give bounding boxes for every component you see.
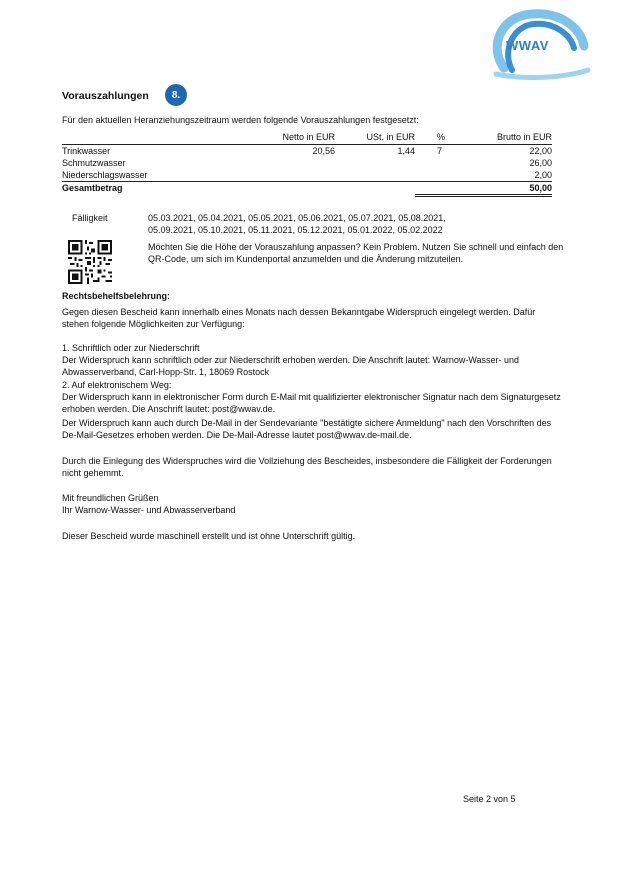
prepayment-table [62, 131, 552, 197]
qr-hint-text: Möchten Sie die Höhe der Vorauszahlung anpassen? Kein Problem. Nutzen Sie schnell und einfach den QR-Code, um sich im Kundenportal anzumelden und die Änderung mitzuteilen. [148, 242, 564, 264]
header-brutto: Brutto in EUR [487, 131, 552, 145]
machine-note: Dieser Bescheid wurde maschinell erstellt und ist ohne Unterschrift gültig. [62, 531, 356, 541]
intro-text: Für den aktuellen Heranziehungszeitraum werden folgende Vorauszahlungen festgesetzt: [62, 115, 419, 125]
row-label: Schmutzwasser [62, 157, 126, 168]
table-header-row [62, 131, 552, 145]
header-netto: Netto in EUR [247, 131, 335, 145]
table-row [62, 157, 552, 169]
header-ust: USt. in EUR [335, 131, 415, 145]
page-number: Seite 2 von 5 [463, 794, 516, 804]
option-2-title: 2. Auf elektronischem Weg: [62, 380, 172, 390]
row-label: Trinkwasser [62, 145, 111, 156]
qr-code-icon[interactable] [68, 240, 112, 284]
row-brutto: 22,00 [529, 145, 552, 156]
closing-greeting: Mit freundlichen Grüßen [62, 493, 159, 503]
row-netto: 20,56 [312, 145, 335, 156]
section-title: Vorauszahlungen [62, 90, 149, 102]
table-row [62, 145, 552, 158]
option-2-text-2: Der Widerspruch kann auch durch De-Mail in der Sendevariante "bestätigte sichere Anmeldung" nach den Vorschriften des De-Mail-Gesetzes erhoben werden. Die De-Mail-Adresse lautet post@wwav.de-mail.de. [62, 418, 552, 440]
total-value: 50,00 [487, 182, 552, 196]
legal-paragraph-1: Gegen diesen Bescheid kann innerhalb eines Monats nach dessen Bekanntgabe Widerspruch eingelegt werden. Dafür stehen folgende Möglichkeiten zur Verfügung: [62, 307, 536, 329]
due-dates-line2: 05.09.2021, 05.10.2021, 05.11.2021, 05.12.2021, 05.01.2022, 05.02.2022 [148, 225, 443, 235]
option-1-text: Der Widerspruch kann schriftlich oder zur Niederschrift erhoben werden. Die Anschrift lautet: Warnow-Wasser- und Abwasserverband, Carl-Hopp-Str. 1, 18069 Rostock [62, 355, 520, 377]
header-label [62, 131, 247, 145]
header-pct: % [415, 131, 487, 145]
legal-title: Rechtsbehelfsbelehrung: [62, 291, 171, 301]
section-number-badge: 8. [165, 84, 187, 106]
row-brutto: 26,00 [529, 157, 552, 168]
total-label: Gesamtbetrag [62, 183, 123, 194]
row-brutto: 2,00 [487, 169, 552, 182]
row-pct [415, 157, 487, 169]
table-row [62, 169, 552, 182]
row-ust [335, 157, 415, 169]
row-pct: 7 [437, 145, 443, 156]
logo-text: WWAV [506, 38, 549, 53]
row-ust: 1,44 [397, 145, 415, 156]
row-netto [247, 157, 335, 169]
due-label: Fälligkeit [72, 213, 108, 223]
row-pct [415, 169, 487, 182]
row-ust [335, 169, 415, 182]
closing-sender: Ihr Warnow-Wasser- und Abwasserverband [62, 505, 236, 515]
option-1-title: 1. Schriftlich oder zur Niederschrift [62, 343, 200, 353]
legal-paragraph-2: Durch die Einlegung des Widerspruches wird die Vollziehung des Bescheides, insbesondere die Fälligkeit der Forderungen nicht gehemmt. [62, 456, 552, 478]
due-dates-line1: 05.03.2021, 05.04.2021, 05.05.2021, 05.06.2021, 05.07.2021, 05.08.2021, [148, 213, 446, 223]
option-2-text-1: Der Widerspruch kann in elektronischer Form durch E-Mail mit qualifizierter elektronischer Signatur nach dem Signaturgesetz erhoben werden. Die Anschrift lautet: post@wwav.de. [62, 392, 561, 414]
total-row [62, 182, 552, 196]
row-label: Niederschlagswasser [62, 169, 247, 182]
row-netto [247, 169, 335, 182]
